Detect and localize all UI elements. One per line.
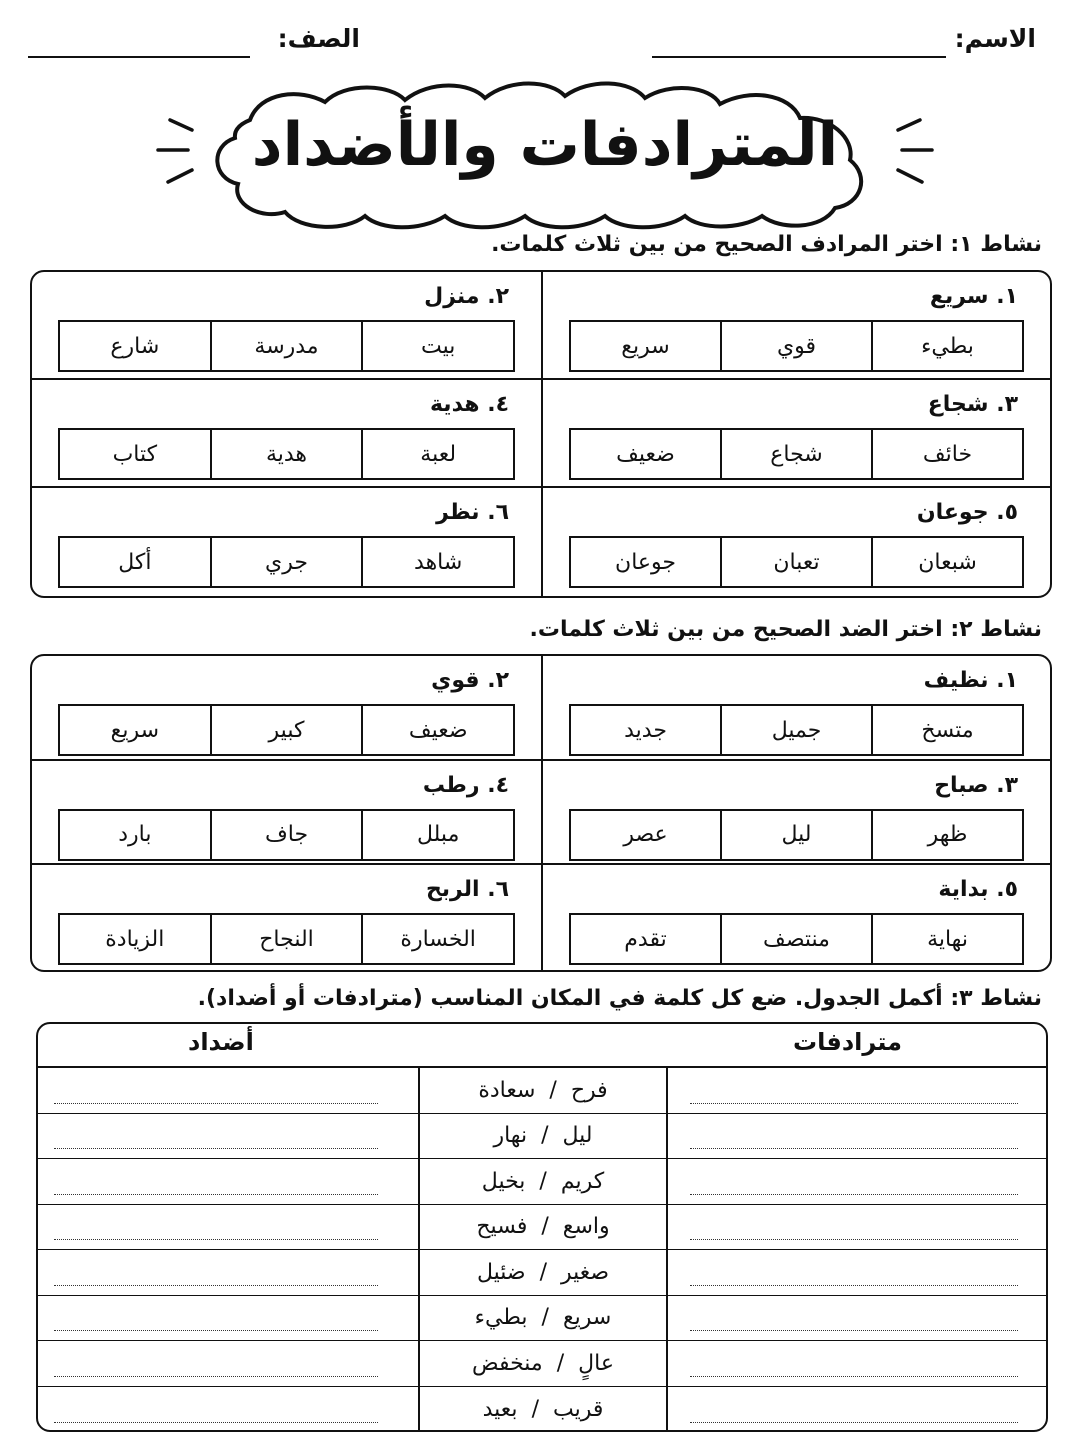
answer-option[interactable]: خائف — [871, 430, 1022, 478]
answer-option[interactable]: الخسارة — [361, 915, 513, 963]
table-row — [38, 1205, 1046, 1251]
question-word: ٦. نظر — [436, 500, 509, 525]
activity1-grid — [32, 272, 1050, 596]
dotted-answer-line — [54, 1330, 378, 1331]
word-pair-cell — [418, 1387, 668, 1433]
antonyms-answer-cell[interactable] — [38, 1341, 418, 1386]
word-pair-first: عالٍ — [578, 1350, 614, 1376]
dotted-answer-line — [54, 1239, 378, 1240]
question-cell — [32, 865, 541, 970]
table-row — [38, 1387, 1046, 1433]
antonyms-answer-cell[interactable] — [38, 1114, 418, 1159]
title-banner — [150, 80, 940, 230]
answer-options — [569, 428, 1024, 480]
dotted-answer-line — [54, 1422, 378, 1423]
dotted-answer-line — [690, 1285, 1018, 1286]
word-pair-cell — [418, 1250, 668, 1295]
activity1-panel — [30, 270, 1052, 598]
answer-option[interactable]: ليل — [720, 811, 871, 859]
answer-option[interactable]: لعبة — [361, 430, 513, 478]
class-input-line[interactable] — [28, 56, 250, 58]
question-word: ١. نظيف — [923, 668, 1018, 693]
answer-option[interactable]: سريع — [110, 717, 160, 743]
synonyms-answer-cell[interactable] — [668, 1296, 1046, 1341]
dotted-answer-line — [690, 1422, 1018, 1423]
activity2-grid — [32, 656, 1050, 970]
table-row — [38, 1159, 1046, 1205]
answer-option[interactable]: ظهر — [871, 811, 1022, 859]
word-pair-second: سعادة — [478, 1077, 536, 1103]
word-pair-separator: / — [541, 1305, 549, 1331]
antonyms-answer-cell[interactable] — [38, 1159, 418, 1204]
activity2-heading: نشاط ٢: اختر الضد الصحيح من بين ثلاث كلمات. — [529, 617, 1042, 642]
question-cell — [32, 380, 541, 488]
synonyms-answer-cell[interactable] — [668, 1205, 1046, 1250]
question-cell — [541, 272, 1050, 380]
word-pair-separator: / — [549, 1077, 557, 1103]
word-pair-first: فرح — [570, 1077, 608, 1103]
dotted-answer-line — [690, 1194, 1018, 1195]
answer-option[interactable]: بارد — [118, 822, 152, 848]
dotted-answer-line — [690, 1376, 1018, 1377]
table-row — [38, 1250, 1046, 1296]
answer-option[interactable]: كتاب — [112, 441, 158, 467]
class-label: الصف: — [277, 24, 360, 53]
dotted-answer-line — [690, 1239, 1018, 1240]
answer-option[interactable]: جميل — [720, 706, 871, 754]
answer-options — [569, 320, 1024, 372]
word-pair-separator: / — [539, 1168, 547, 1194]
question-word: ١. سريع — [929, 284, 1018, 309]
answer-option[interactable]: قوي — [720, 322, 871, 370]
word-pair-first: ليل — [562, 1123, 593, 1149]
answer-options — [569, 913, 1024, 965]
word-pair-first: كريم — [560, 1168, 605, 1194]
question-word: ٤. هدية — [429, 392, 509, 417]
table-header — [38, 1024, 1046, 1068]
dotted-answer-line — [54, 1148, 378, 1149]
word-pair-cell — [418, 1296, 668, 1341]
answer-option[interactable]: منتصف — [720, 915, 871, 963]
question-word: ٣. شجاع — [927, 392, 1018, 417]
question-word: ٤. رطب — [422, 772, 509, 798]
answer-option[interactable]: بيت — [361, 322, 513, 370]
word-pair-second: بخيل — [481, 1168, 526, 1194]
answer-options — [58, 913, 515, 965]
question-cell — [32, 488, 541, 596]
word-pair-second: ضئيل — [476, 1259, 526, 1285]
antonyms-answer-cell[interactable] — [38, 1205, 418, 1250]
name-input-line[interactable] — [652, 56, 946, 58]
word-pair-first: صغير — [560, 1259, 610, 1285]
question-word: ٦. الربح — [425, 877, 509, 903]
dotted-answer-line — [690, 1148, 1018, 1149]
antonyms-answer-cell[interactable] — [38, 1387, 418, 1433]
word-pair-cell — [418, 1205, 668, 1250]
word-pair-second: نهار — [493, 1123, 528, 1149]
question-cell — [541, 761, 1050, 866]
question-cell — [541, 380, 1050, 488]
answer-options — [58, 428, 515, 480]
word-pair-second: بعيد — [482, 1396, 518, 1422]
table-row — [38, 1068, 1046, 1114]
answer-option[interactable]: تعبان — [720, 538, 871, 586]
question-word: ٥. بداية — [938, 877, 1018, 903]
page-title: المترادفات والأضداد — [251, 110, 839, 180]
dotted-answer-line — [690, 1103, 1018, 1104]
word-pair-first: سريع — [562, 1305, 612, 1331]
answer-options — [569, 809, 1024, 861]
answer-option[interactable]: أكل — [118, 549, 152, 575]
word-pair-cell — [418, 1159, 668, 1204]
dotted-answer-line — [690, 1330, 1018, 1331]
table-body — [38, 1068, 1046, 1432]
word-pair-first: واسع — [562, 1214, 610, 1240]
synonyms-answer-cell[interactable] — [668, 1068, 1046, 1113]
answer-options — [569, 704, 1024, 756]
answer-options — [569, 536, 1024, 588]
answer-option[interactable]: شاهد — [361, 538, 513, 586]
answer-option[interactable]: شارع — [110, 333, 160, 359]
answer-options — [58, 536, 515, 588]
answer-option[interactable]: جري — [210, 538, 362, 586]
word-pair-separator: / — [541, 1123, 549, 1149]
question-cell — [541, 656, 1050, 761]
answer-options — [58, 809, 515, 861]
dotted-answer-line — [54, 1376, 378, 1377]
answer-options — [58, 320, 515, 372]
answer-option[interactable]: سريع — [621, 333, 670, 359]
word-pair-cell — [418, 1114, 668, 1159]
dotted-answer-line — [54, 1194, 378, 1195]
answer-option[interactable]: متسخ — [871, 706, 1022, 754]
answer-option[interactable]: مبلل — [361, 811, 513, 859]
antonyms-answer-cell[interactable] — [38, 1250, 418, 1295]
word-pair-second: بطيء — [474, 1305, 528, 1331]
activity2-panel — [30, 654, 1052, 972]
table-row — [38, 1114, 1046, 1160]
dotted-answer-line — [54, 1285, 378, 1286]
synonyms-answer-cell[interactable] — [668, 1341, 1046, 1386]
question-cell — [32, 656, 541, 761]
answer-option[interactable]: هدية — [210, 430, 362, 478]
question-word: ٢. منزل — [424, 284, 509, 309]
synonyms-answer-cell[interactable] — [668, 1159, 1046, 1204]
word-pair-second: منخفض — [472, 1350, 543, 1376]
synonyms-answer-cell[interactable] — [668, 1114, 1046, 1159]
question-word: ٢. قوي — [431, 668, 509, 693]
word-pair-cell — [418, 1068, 668, 1113]
synonyms-answer-cell[interactable] — [668, 1387, 1046, 1433]
word-pair-separator: / — [556, 1350, 565, 1376]
answer-option[interactable]: مدرسة — [210, 322, 362, 370]
name-label: الاسم: — [954, 24, 1036, 53]
question-cell — [32, 761, 541, 866]
antonyms-column-header: أضداد — [188, 1028, 254, 1056]
answer-option[interactable]: ضعيف — [361, 706, 513, 754]
antonyms-answer-cell[interactable] — [38, 1068, 418, 1113]
answer-options — [58, 704, 515, 756]
answer-option[interactable]: تقدم — [624, 926, 667, 952]
table-row — [38, 1296, 1046, 1342]
answer-option[interactable]: عصر — [623, 822, 668, 848]
word-pair-first: قريب — [552, 1396, 604, 1422]
word-pair-separator: / — [539, 1259, 547, 1285]
answer-option[interactable]: كبير — [210, 706, 362, 754]
worksheet-header — [28, 22, 1036, 62]
answer-option[interactable]: شجاع — [720, 430, 871, 478]
antonyms-answer-cell[interactable] — [38, 1296, 418, 1341]
word-pair-separator: / — [531, 1396, 539, 1422]
question-cell — [541, 488, 1050, 596]
dotted-answer-line — [54, 1103, 378, 1104]
answer-option[interactable]: نهاية — [871, 915, 1022, 963]
word-pair-separator: / — [541, 1214, 549, 1240]
synonyms-column-header: مترادفات — [793, 1028, 902, 1056]
table-row — [38, 1341, 1046, 1387]
question-word: ٥. جوعان — [916, 500, 1018, 525]
synonyms-answer-cell[interactable] — [668, 1250, 1046, 1295]
question-word: ٣. صباح — [934, 772, 1018, 798]
answer-option[interactable]: النجاح — [210, 915, 362, 963]
question-cell — [32, 272, 541, 380]
question-cell — [541, 865, 1050, 970]
activity1-heading: نشاط ١: اختر المرادف الصحيح من بين ثلاث كلمات. — [491, 232, 1042, 257]
activity3-table — [36, 1022, 1048, 1432]
activity3-heading: نشاط ٣: أكمل الجدول. ضع كل كلمة في المكان المناسب (مترادفات أو أضداد). — [197, 986, 1042, 1011]
word-pair-cell — [418, 1341, 668, 1386]
answer-option[interactable]: شبعان — [871, 538, 1022, 586]
answer-option[interactable]: جاف — [210, 811, 362, 859]
answer-option[interactable]: بطيء — [871, 322, 1022, 370]
answer-option[interactable]: جوعان — [615, 549, 676, 575]
answer-option[interactable]: جديد — [624, 717, 667, 743]
answer-option[interactable]: الزيادة — [105, 926, 165, 952]
word-pair-second: فسيح — [476, 1214, 528, 1240]
answer-option[interactable]: ضعيف — [616, 441, 675, 467]
